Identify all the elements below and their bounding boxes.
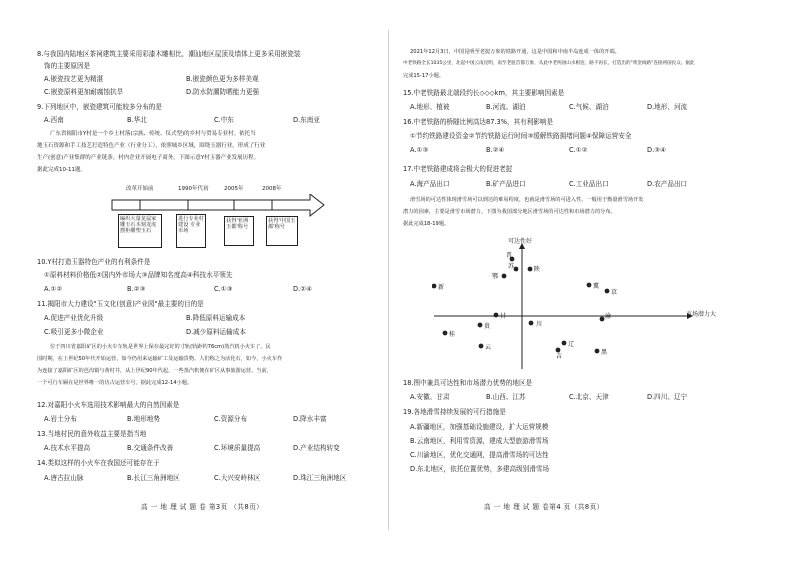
timeline-stage-4: 2008年 bbox=[262, 186, 282, 192]
point-label-gui-guangxi: 桂 bbox=[449, 331, 456, 338]
q13-option-d[interactable]: D.产业结构转变 bbox=[293, 444, 340, 452]
point-label-xin: 新 bbox=[438, 284, 445, 291]
q16-items: ①节约铁路建设资金②节约铁路运行时间③缓解铁路拥堵问题④保障运营安全 bbox=[410, 132, 632, 140]
q11-stem: 11.揭阳市大力建设"玉文化(创意)产业园"最主要的目的是 bbox=[37, 300, 204, 308]
q10-stem: 10.Y村打造玉器特色产业的有利条件是 bbox=[37, 258, 151, 266]
q16-option-c[interactable]: C.①② bbox=[569, 146, 588, 154]
q15-stem: 15.中老铁路最北端段约长◇◇◇km，其主要影响因素是 bbox=[403, 89, 565, 97]
q14-option-a[interactable]: A.唐古拉山脉 bbox=[44, 474, 84, 482]
q8-option-b[interactable]: B.嵌瓷颜色更为多样美观 bbox=[186, 75, 259, 83]
q8-option-c[interactable]: C.嵌瓷原料更加耐腐蚀抗旱 bbox=[44, 88, 124, 96]
passage2-line2: 国时期，在上世纪50年代开始运营，如今仍用来运输矿工及运输货物。人们称之为活化石，如今，小火车作 bbox=[37, 356, 283, 362]
q16-option-b[interactable]: B.②④ bbox=[486, 146, 505, 154]
q12-option-b[interactable]: B.地形地势 bbox=[127, 415, 160, 423]
passage3-line3: 完成15-17小题。 bbox=[403, 73, 445, 79]
passage1-line3: 生产(创意)产业集群的产业链条。村内企业开展电子商务。下图示意Y村玉器产业发展历程。 bbox=[37, 155, 260, 161]
q15-option-c[interactable]: C.气候、湖泊 bbox=[569, 103, 609, 111]
passage4-line1: 滑雪场的可达性体现滑雪场可以到达的难易程度，也就是滑雪场的可进入性。一般用于衡量滑雪场开发 bbox=[410, 197, 644, 203]
point-label-gui-guizhou: 贵 bbox=[484, 323, 491, 330]
q11-option-a[interactable]: A.促进产业优化升级 bbox=[44, 314, 104, 322]
q19-option-c[interactable]: C.川渝地区，优化交通网，提高滑雪场的可达性 bbox=[410, 451, 549, 459]
q15-option-d[interactable]: D.地形、河流 bbox=[647, 103, 688, 111]
q8-option-d[interactable]: D.防水防潮防晒能力更强 bbox=[186, 88, 260, 96]
left-page-footer: 高 一 地 理 试 题 卷 第3页 （共8页） bbox=[141, 503, 264, 511]
passage2-line4: 一个可行车厢在是世界唯一的仿古运营车号。据此完成12-14小题。 bbox=[37, 380, 193, 386]
passage3-line1: 2021年12月3日，中国昆明至老挝万象的铁路开通，这是中国和中南半岛连成一体的开端。 bbox=[410, 49, 620, 55]
q19-option-d[interactable]: D.东北地区，依托位置优势，多建高级别滑雪场 bbox=[410, 465, 550, 473]
ski-resort-quadrant-chart bbox=[432, 236, 722, 371]
right-page bbox=[397, 0, 794, 561]
timeline-stage-2: 1990年代初 bbox=[178, 186, 209, 192]
q12-stem: 12.对嘉阳小火车选用技术影响最大的自然因素是 bbox=[37, 401, 180, 409]
q12-option-d[interactable]: D.降水丰富 bbox=[293, 415, 327, 423]
point-label-ji: 冀 bbox=[593, 283, 600, 290]
column-divider bbox=[388, 30, 389, 530]
point-label-hei: 黑 bbox=[601, 349, 608, 356]
point-label-yu: 渝 bbox=[605, 313, 612, 320]
q19-option-a[interactable]: A.新疆地区，加强基础设施建设，扩大运营规模 bbox=[410, 423, 549, 431]
right-page-footer: 高 一 地 理 试 题 卷第4 页（共8页） bbox=[484, 503, 604, 511]
q19-option-b[interactable]: B.云南地区，利用雪资源，建成大型旅游滑雪场 bbox=[410, 437, 549, 445]
point-label-chuan: 川 bbox=[536, 321, 543, 328]
q14-option-c[interactable]: C.大兴安岭林区 bbox=[214, 474, 261, 482]
q9-option-d[interactable]: D.东南亚 bbox=[293, 116, 320, 124]
y-axis-label: 可达性好 bbox=[508, 238, 533, 245]
q12-option-c[interactable]: C.资源分布 bbox=[214, 415, 248, 423]
q18-stem: 18.图中兼具可达性和市场潜力优势的地区是 bbox=[403, 379, 533, 387]
q13-stem: 13.当地村民的意外收益主要是指当地 bbox=[37, 430, 147, 438]
passage1-line1: 广东省揭阳市Y村是一个乡土村落(宗族、传统、仪式型)的乡村与贸易专业村。依托当 bbox=[50, 131, 256, 137]
q12-option-a[interactable]: A.岩土分布 bbox=[44, 415, 77, 423]
timeline-stage-3: 2005年 bbox=[224, 186, 244, 192]
q11-option-d[interactable]: D.减少原料运输成本 bbox=[186, 328, 246, 336]
q9-option-c[interactable]: C.中东 bbox=[214, 116, 234, 124]
q14-option-b[interactable]: B.长江三角洲地区 bbox=[127, 474, 180, 482]
passage4-line3: 据此完成18-19题。 bbox=[403, 221, 450, 227]
q16-stem: 16.中老铁路的桥隧比例高达87.3%，其有利影响是 bbox=[403, 118, 554, 126]
q15-option-a[interactable]: A.地形、植被 bbox=[410, 103, 450, 111]
point-label-jin: 晋 bbox=[506, 252, 513, 259]
q9-option-a[interactable]: A.西南 bbox=[44, 116, 64, 124]
q17-option-c[interactable]: C.工业品出口 bbox=[569, 180, 609, 188]
q8-stem-line1: 8.与我国内陆地区茶祠建筑主要采用彩漆木雕相比，潮汕地区屋顶及墙体上更多采用嵌瓷装 bbox=[37, 50, 301, 58]
q18-option-c[interactable]: C.北京、天津 bbox=[569, 393, 609, 401]
q8-stem-line2: 饰的主要原因是 bbox=[44, 62, 91, 70]
point-label-gan: 甘 bbox=[500, 313, 507, 320]
q18-option-b[interactable]: B.山西、江苏 bbox=[486, 393, 526, 401]
q13-option-c[interactable]: C.环境质量提高 bbox=[214, 444, 261, 452]
point-label-jing: 京 bbox=[611, 289, 618, 296]
point-label-liao: 辽 bbox=[568, 341, 575, 348]
x-axis-label: 市场潜力大 bbox=[686, 311, 717, 318]
point-label-jilin: 吉 bbox=[556, 353, 563, 360]
q14-stem: 14.类似这样的小火车在我国还可能存在于 bbox=[37, 459, 160, 467]
q17-option-d[interactable]: D.农产品出口 bbox=[647, 180, 688, 188]
q13-option-a[interactable]: A.技术水平提高 bbox=[44, 444, 91, 452]
q17-option-a[interactable]: A.海产品出口 bbox=[410, 180, 450, 188]
timeline-box-4: 获得'中国玉都'称号 bbox=[266, 216, 298, 246]
q15-option-b[interactable]: B.河流、湖泊 bbox=[486, 103, 526, 111]
timeline-stage-1: 改革开始前 bbox=[126, 186, 154, 192]
timeline-box-3: 获得'亚洲玉都'称号 bbox=[224, 216, 254, 246]
point-label-shaan: 陕 bbox=[534, 266, 541, 273]
point-label-yun: 云 bbox=[485, 344, 492, 351]
q10-items: ①原料材料价格低②国内外市场大③品牌知名度高④科技水平领先 bbox=[44, 271, 233, 279]
q14-option-d[interactable]: D.珠江三角洲地区 bbox=[293, 474, 347, 482]
q10-option-c[interactable]: C.①③ bbox=[214, 285, 233, 293]
timeline-box-1: 编织大量龙鼠家雕玉石木刻龙虎 摆柜雕塑玉石 bbox=[118, 214, 162, 248]
q19-stem: 19.各地滑雪持续发展的可行措施是 bbox=[403, 408, 506, 416]
passage2-line1: 位于四川省嘉阳矿区的小火车车轨是世界上保存最完好的寸轨(轨距约76cm)蒸汽机小火车了。民 bbox=[50, 344, 271, 350]
q17-option-b[interactable]: B.矿产品进口 bbox=[486, 180, 526, 188]
q16-option-a[interactable]: A.①③ bbox=[410, 146, 429, 154]
q11-option-b[interactable]: B.降低原料运输成本 bbox=[186, 314, 246, 322]
passage2-line3: 为连接了嘉阳矿区的芭沟镇与黄村井，从上世纪90年代起，一些蒸汽机便在矿区从事旅游运营。当前， bbox=[37, 368, 272, 374]
timeline-figure bbox=[110, 182, 325, 252]
q11-option-c[interactable]: C.吸引更多小微企业 bbox=[44, 328, 104, 336]
q8-option-a[interactable]: A.嵌瓷技艺更为精湛 bbox=[44, 75, 104, 83]
q18-option-a[interactable]: A.安徽、甘肃 bbox=[410, 393, 450, 401]
passage1-line2: 地玉石资源和手工技艺打造特色产业（行业分工），依照城乡区域，围绕玉器行业，形成了行业 bbox=[37, 143, 266, 149]
q17-stem: 17.中老铁路建成将会极大的促进老挝 bbox=[403, 165, 513, 173]
point-label-su: 苏 bbox=[508, 263, 515, 270]
timeline-box-2: 进行专业村建设 专业市场 bbox=[176, 214, 206, 248]
passage1-line4: 据此完成10-11题。 bbox=[37, 167, 86, 173]
q16-option-d[interactable]: D.③④ bbox=[647, 146, 666, 154]
point-label-e: 鄂 bbox=[492, 273, 499, 280]
passage4-line2: 潜力的因素，主要是滑雪市场潜力。下图为我国部分地区滑雪场的可达性和市场潜力的分布。 bbox=[403, 209, 616, 215]
q10-option-b[interactable]: B.②③ bbox=[127, 285, 146, 293]
q9-stem: 9.下列地区中，嵌瓷建筑可能较多分布的是 bbox=[37, 103, 162, 111]
q9-option-b[interactable]: B.华北 bbox=[127, 116, 147, 124]
passage3-line2: 中老铁路全长1035公里，北起中国云南昆明，南至老挝首都万象，从此中老两国山水相连，路不再长，打造出的"黄金线路"连接两国民众。据此 bbox=[403, 61, 695, 66]
q18-option-d[interactable]: D.四川、辽宁 bbox=[647, 393, 688, 401]
q10-option-d[interactable]: D.②④ bbox=[293, 285, 312, 293]
q10-option-a[interactable]: A.①② bbox=[44, 285, 63, 293]
q13-option-b[interactable]: B.交通条件改善 bbox=[127, 444, 174, 452]
